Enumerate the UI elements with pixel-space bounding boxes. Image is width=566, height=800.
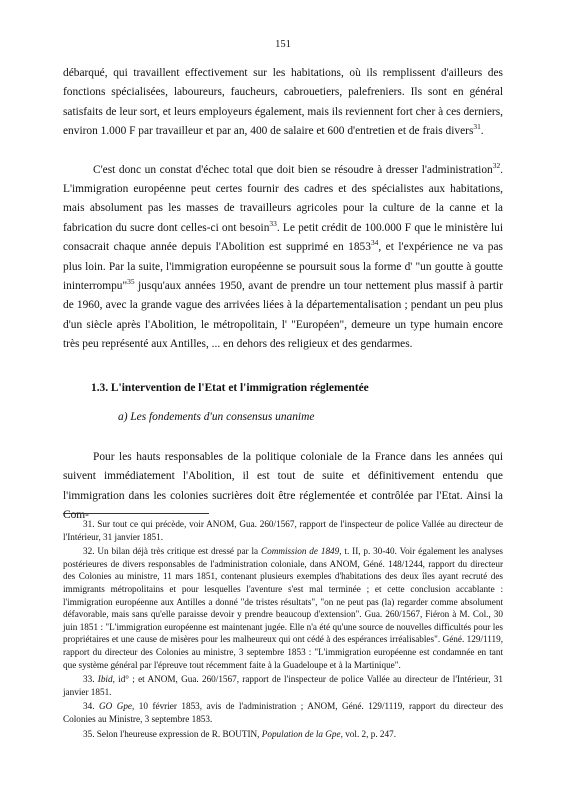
footnote-31: 31. Sur tout ce qui précède, voir ANOM, Gua. 260/1567, rapport de l'inspecteur de police Vallée au directeur de l'Intérieur, 31 janvier 1851. <box>63 519 503 542</box>
paragraph-3: Pour les hauts responsables de la politique coloniale de la France dans les années qui suivent immédiatement l'Abolition, il est tout de suite et définitivement entendu que l'immigration dans les colonies sucrières doit être réglementée et contrôlée par l'Etat. Ainsi la Com- <box>63 451 503 522</box>
footnote-separator <box>63 513 209 514</box>
paragraph-2-text-d: , et l'expérience ne va pas plus loin. Par la suite, l'immigration européenne se poursuit sous la forme d' "un goutte à goutte ininterrompu" <box>63 241 503 293</box>
paragraph-1-end: . <box>480 125 484 138</box>
paragraph-2-text-c: . Le petit crédit de 100.000 F que le ministère lui consacrait chaque année depuis l'Abolition est supprimé en 1853 <box>63 221 503 254</box>
paragraph-2 <box>63 161 503 355</box>
footnote-35-text-b: , vol. 2, p. 247. <box>340 728 396 739</box>
footnote-32-text-b: , t. II, p. 30-40. Voir également les analyses postérieures de divers responsables de l'administration coloniale, dans ANOM, Géné. 148/1244, rapport du directeur des Colonies au ministre, 11 mars 1851, contenant plusieurs exemples d'habitations des deux îles ayant recruté des immigrants métropolitains et pour lesquelles l'aventure s'est mal terminée ; et cette conclusion accablante : l'immigration européenne aux Antilles a donné "de tristes résultats", "on ne peut pas (la) regarder comme absolument défavorable, mais sans qu'elle paraisse devoir y prendre beaucoup d'extension". Gua. 260/1567, Fiéron à M. Col., 30 juin 1851 : "L'immigration européenne est maintenant jugée. Elle n'a été qu'une source de nouvelles difficultés pour les propriétaires et une cause de misères pour les malheureux qui ont cédé à des espérances irréalisables". Géné. 129/1119, rapport du directeur des Colonies au ministre, 3 septembre 1853 : "L'immigration européenne est condamnée en tant que système général par l'épreuve tout récemment faite à la Guadeloupe et à la Martinique". <box>63 546 503 670</box>
footnote-34-title: GO Gpe <box>98 701 133 712</box>
footnote-ref-35[interactable]: 35 <box>127 277 135 287</box>
footnote-ref-34[interactable]: 34 <box>370 238 379 248</box>
section-heading: 1.3. L'intervention de l'Etat et l'immigration réglementée <box>91 382 369 394</box>
paragraph-2-text-b: . L'immigration européenne peut certes fournir des cadres et des spécialistes aux habitations, mais absolument pas les masses de travailleurs agricoles pour la culture de la canne et la fabrication du sucre dont celles-ci ont besoin <box>63 163 503 234</box>
footnote-ref-32[interactable]: 32 <box>492 160 501 170</box>
subsection-heading: a) Les fondements d'un consensus unanime <box>118 411 315 423</box>
paragraph-2-text-e: jusqu'aux années 1950, avant de prendre un tour nettement plus massif à partir de 1960, avec la grande vague des arrivées liées à la départementalisation ; pendant un peu plus d'un siècle après l'Abolition, le métropolitain, l' "Européen", demeure un type humain encore très peu représenté aux Antilles, ... en dehors des religieux et des gendarmes. <box>63 280 503 351</box>
footnote-35-text-a: 35. Selon l'heureuse expression de R. BOUTIN, <box>83 728 262 739</box>
footnotes <box>63 518 503 742</box>
footnote-35 <box>63 728 503 741</box>
footnote-32 <box>63 545 503 671</box>
page-number: 151 <box>275 39 291 50</box>
body-text <box>63 64 503 355</box>
footnote-34 <box>63 700 503 725</box>
footnote-33-text-a: 33. <box>83 674 98 685</box>
footnote-35-title: Population de la Gpe <box>261 728 341 739</box>
paragraph-1 <box>63 64 503 142</box>
footnote-32-text-a: 32. Un bilan déjà très critique est dressé par la <box>83 546 261 557</box>
footnote-34-text-b: , 10 février 1853, avis de l'administration ; ANOM, Géné. 129/1119, rapport du directeur des Colonies au Ministre, 3 septembre 1853. <box>63 701 504 724</box>
footnote-33-text-b: , id° ; et ANOM, Gua. 260/1567, rapport de l'inspecteur de police Vallée au directeur de l'Intérieur, 31 janvier 1851. <box>63 674 503 697</box>
footnote-33-title: Ibid <box>97 674 113 685</box>
footnote-ref-31[interactable]: 31 <box>473 122 481 132</box>
footnote-34-text-a: 34. <box>83 701 99 712</box>
paragraph-2-text-a: C'est donc un constat d'échec total que doit bien se résoudre à dresser l'administration <box>93 163 493 176</box>
footnote-32-title: Commission de 1849 <box>261 546 340 557</box>
footnote-33 <box>63 673 503 698</box>
paragraph-1-text: débarqué, qui travaillent effectivement sur les habitations, où ils remplissent d'ailleurs des fonctions spécialisées, laboureurs, faucheurs, cabrouetiers, palefreniers. Ils sont en général satisfaits de leur sort, et leurs employeurs également, mais ils reviennent fort cher à ces derniers, environ 1.000 F par travailleur et par an, 400 de salaire et 600 d'entretien et de frais divers <box>63 67 503 138</box>
footnote-ref-33[interactable]: 33 <box>269 219 277 229</box>
